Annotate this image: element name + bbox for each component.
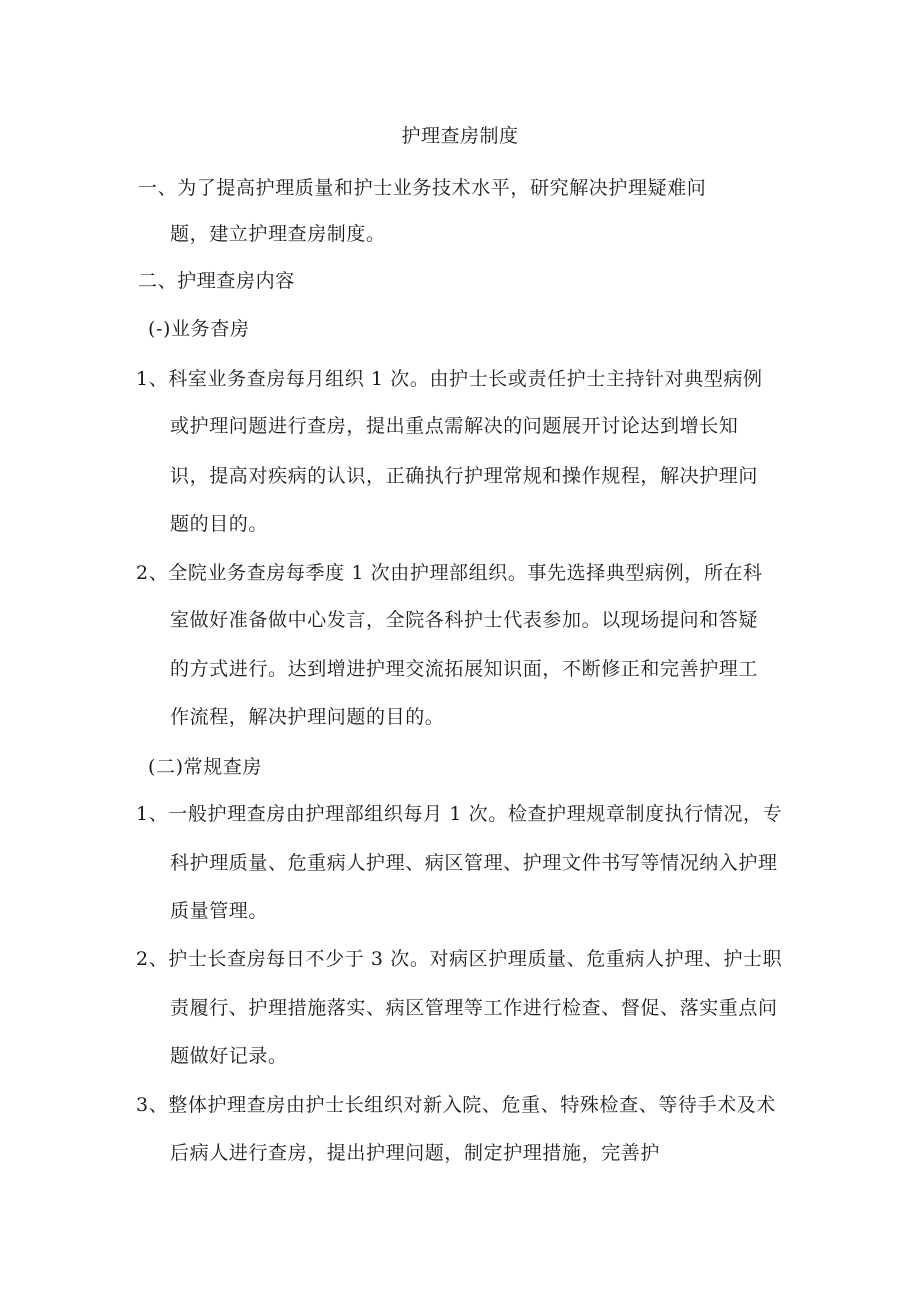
document-title: 护理查房制度 <box>401 125 519 147</box>
paragraph-line: 1、科室业务查房每月组织 1 次。由护士长或责任护士主持针对典型病例 <box>136 368 763 390</box>
paragraph-line: 一、为了提高护理质量和护士业务技术水平，研究解决护理疑难问 <box>138 177 707 199</box>
subsection-heading: (二)常规查房 <box>148 756 263 778</box>
paragraph-line: 题，建立护理查房制度。 <box>170 223 386 245</box>
paragraph-line: 识，提高对疾病的认识，正确执行护理常规和操作规程，解决护理问 <box>170 465 759 487</box>
paragraph-line: 作流程，解决护理问题的目的。 <box>170 706 445 728</box>
paragraph-line: 题做好记录。 <box>170 1045 288 1067</box>
paragraph-line: 室做好准备做中心发言，全院各科护士代表参加。以现场提问和答疑 <box>170 609 759 631</box>
paragraph-line: 后病人进行查房，提出护理问题，制定护理措施，完善护 <box>170 1142 661 1164</box>
subsection-heading: (-)业务杳房 <box>148 318 250 340</box>
paragraph-line: 或护理问题进行查房，提出重点需解决的问题展开讨论达到增长知 <box>170 415 739 437</box>
paragraph-line: 1、一般护理查房由护理部组织每月 1 次。检查护理规章制度执行情况，专 <box>136 803 783 825</box>
paragraph-line: 科护理质量、危重病人护理、病区管理、护理文件书写等情况纳入护理 <box>170 852 778 874</box>
paragraph-line: 2、全院业务查房每季度 1 次由护理部组织。事先选择典型病例，所在科 <box>136 562 763 584</box>
paragraph-line: 质量管理。 <box>170 900 269 922</box>
paragraph-line: 责履行、护理措施落实、病区管理等工作进行检查、督促、落实重点问 <box>170 997 778 1019</box>
paragraph-line: 3、整体护理查房由护士长组织对新入院、危重、特殊检查、等待手术及术 <box>136 1094 776 1116</box>
paragraph-line: 的方式进行。达到增进护理交流拓展知识面，不断修正和完善护理工 <box>170 658 759 680</box>
paragraph-line: 题的目的。 <box>170 513 269 535</box>
paragraph-line: 2、护士长查房每日不少于 3 次。对病区护理质量、危重病人护理、护士职 <box>136 948 783 970</box>
section-heading: 二、护理查房内容 <box>138 270 295 292</box>
